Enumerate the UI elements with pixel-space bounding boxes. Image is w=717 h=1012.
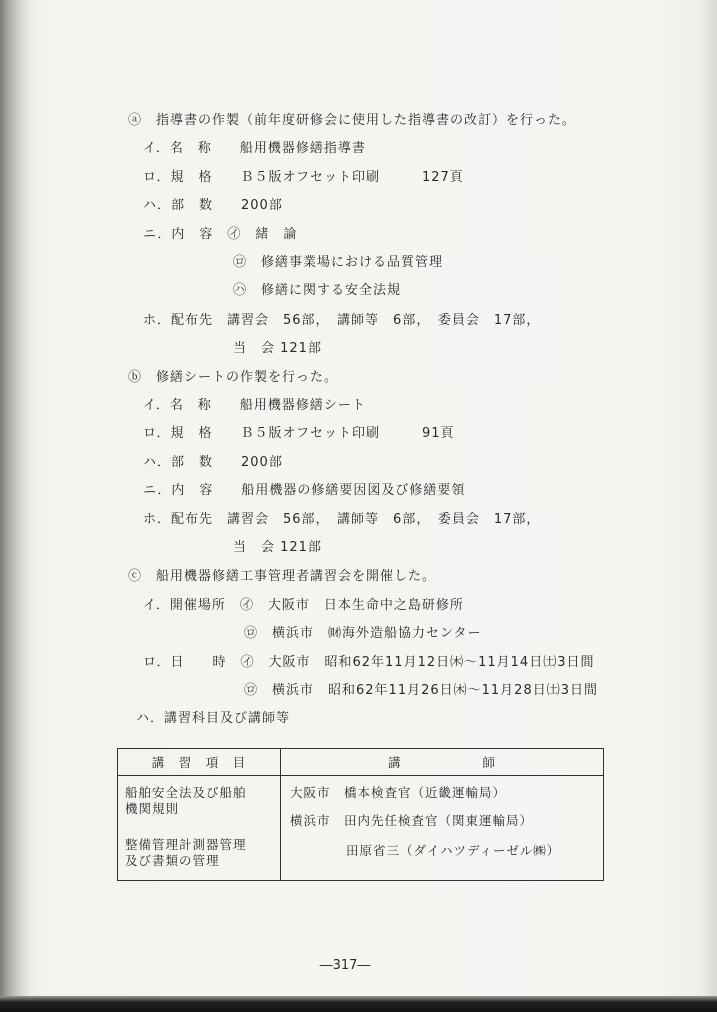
table-header-subject: 講 習 項 目 — [118, 749, 281, 776]
section-b-distribution: ホ．配布先 講習会 56部， 講師等 6部， 委員会 17部， — [143, 512, 541, 527]
section-b-size: ロ．規 格 Ｂ５版オフセット印刷 91頁 — [143, 426, 455, 441]
lecture-table — [117, 748, 604, 881]
subject-2: 整備管理計測器管理 — [125, 837, 247, 852]
section-a-distribution: ホ．配布先 講習会 56部， 講師等 6部， 委員会 17部， — [143, 313, 541, 328]
section-b-distribution-2: 当 会 121部 — [233, 540, 322, 555]
section-c-date-2: ㋺ 横浜市 昭和62年11月26日㈭～11月28日㈯3日間 — [244, 683, 598, 698]
section-a-contents-3: ㋩ 修繕に関する安全法規 — [233, 283, 402, 298]
section-c-venue-1: イ．開催場所 ㋑ 大阪市 日本生命中之島研修所 — [143, 598, 464, 613]
subject-1b: 機関規則 — [125, 801, 180, 816]
table-header-lecturer: 講 師 — [281, 749, 604, 776]
section-b-heading: ⓑ 修繕シートの作製を行った。 — [128, 370, 339, 385]
section-a-count: ハ．部 数 200部 — [143, 198, 283, 213]
section-c-venue-2: ㋺ 横浜市 ㈶海外造船協力センター — [244, 626, 482, 641]
subject-1: 船舶安全法及び船舶 — [125, 785, 247, 800]
page-number: ―317― — [319, 958, 371, 973]
section-b-contents: ニ．内 容 船用機器の修繕要因図及び修繕要領 — [143, 483, 466, 498]
subjects-cell — [118, 776, 281, 881]
section-c-date-1: ロ．日 時 ㋑ 大阪市 昭和62年11月12日㈭～11月14日㈯3日間 — [143, 655, 595, 670]
subject-2b: 及び書類の管理 — [125, 853, 220, 868]
section-a-contents-2: ㋺ 修繕事業場における品質管理 — [233, 255, 444, 270]
section-a-heading: ⓐ 指導書の作製（前年度研修会に使用した指導書の改訂）を行った。 — [128, 113, 577, 128]
lecturer-1: 大阪市 橋本検査官（近畿運輸局） — [290, 785, 507, 800]
scan-bottom-edge — [0, 996, 717, 1012]
section-c-subjects-label: ハ．講習科目及び講師等 — [136, 711, 291, 726]
section-a-distribution-2: 当 会 121部 — [233, 341, 322, 356]
section-b-count: ハ．部 数 200部 — [143, 455, 283, 470]
lecturers-cell — [281, 776, 604, 881]
page-binding-shadow — [0, 0, 30, 1012]
section-a-size: ロ．規 格 Ｂ５版オフセット印刷 127頁 — [143, 170, 464, 185]
section-a-name: イ．名 称 船用機器修繕指導書 — [143, 141, 366, 156]
table-row — [118, 776, 604, 881]
lecturer-3: 田原省三（ダイハツディーゼル㈱） — [346, 843, 561, 858]
table-header-row — [118, 749, 604, 776]
section-b-name: イ．名 称 船用機器修繕シート — [143, 398, 366, 413]
lecturer-2: 横浜市 田内先任検査官（関東運輸局） — [290, 813, 534, 828]
section-a-contents: ニ．内 容 ㋑ 緒 論 — [143, 227, 298, 242]
section-c-heading: ⓒ 船用機器修繕工事管理者講習会を開催した。 — [128, 569, 437, 584]
